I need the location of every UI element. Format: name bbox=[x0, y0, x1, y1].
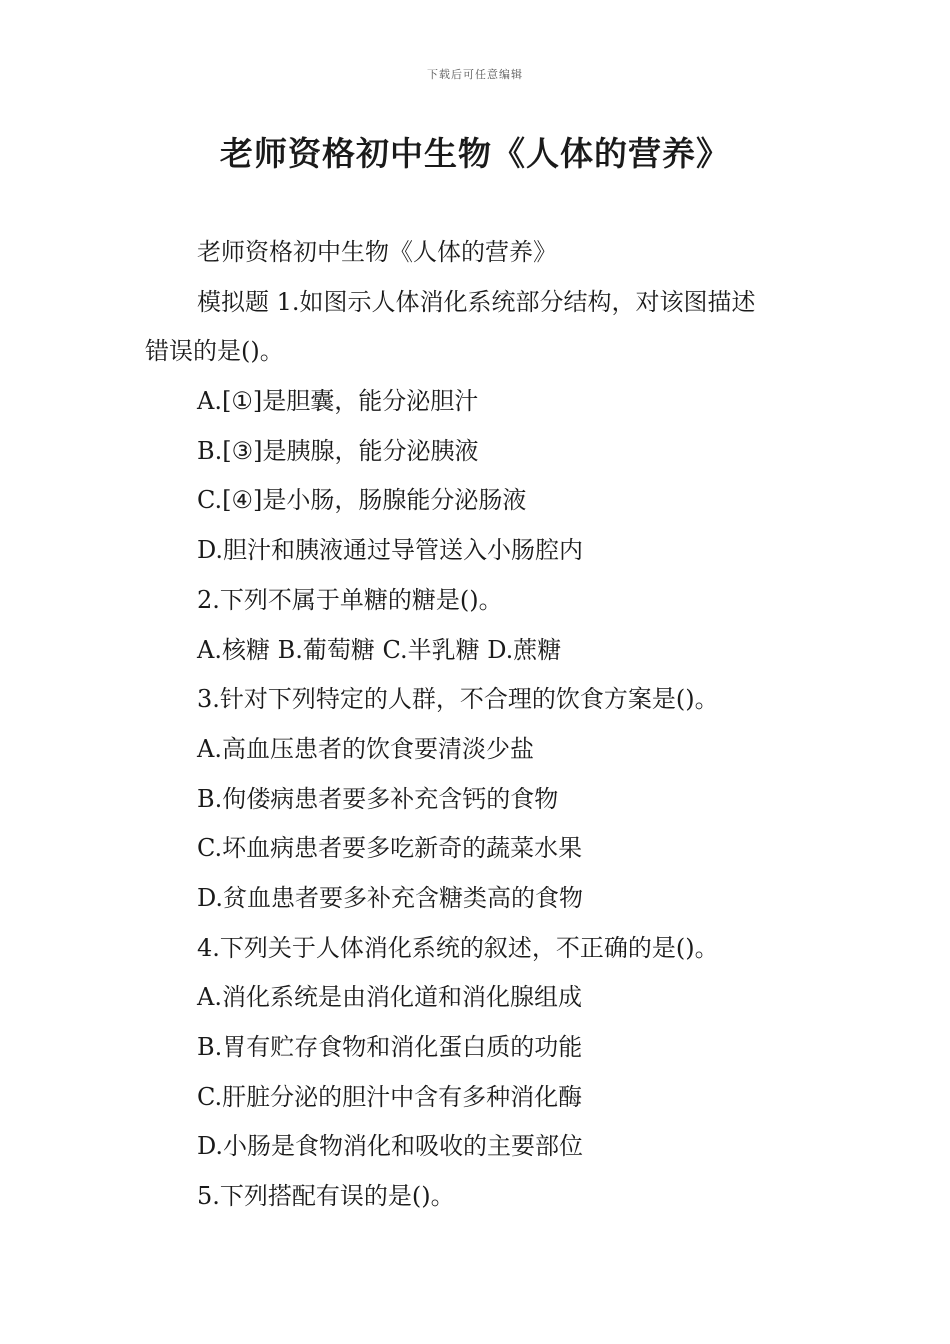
question-4-option-b: B.胃有贮存食物和消化蛋白质的功能 bbox=[197, 1033, 583, 1061]
question-4-option-c: C.肝脏分泌的胆汁中含有多种消化酶 bbox=[197, 1082, 583, 1111]
question-1-option-b: B.[③]是胰腺，能分泌胰液 bbox=[197, 436, 479, 465]
question-4-option-d: D.小肠是食物消化和吸收的主要部位 bbox=[197, 1132, 584, 1161]
question-3-option-b: B.佝偻病患者要多补充含钙的食物 bbox=[197, 784, 559, 813]
question-3-option-a: A.高血压患者的饮食要清淡少盐 bbox=[197, 734, 534, 763]
question-4-stem: 4.下列关于人体消化系统的叙述，不正确的是()。 bbox=[197, 933, 719, 962]
question-3-stem: 3.针对下列特定的人群，不合理的饮食方案是()。 bbox=[197, 685, 719, 714]
document-title: 老师资格初中生物《人体的营养》 bbox=[220, 134, 730, 173]
question-1-stem: 模拟题 1.如图示人体消化系统部分结构，对该图描述 bbox=[197, 287, 756, 316]
question-4-option-a: A.消化系统是由消化道和消化腺组成 bbox=[197, 983, 582, 1012]
question-2-stem: 2.下列不属于单糖的糖是()。 bbox=[197, 585, 503, 614]
document-body bbox=[145, 228, 820, 1222]
body-line: 老师资格初中生物《人体的营养》 bbox=[197, 238, 557, 266]
header-note: 下载后可任意编辑 bbox=[427, 68, 523, 81]
question-1-stem-continued: 错误的是()。 bbox=[145, 337, 284, 366]
question-1-option-c: C.[④]是小肠，肠腺能分泌肠液 bbox=[197, 486, 527, 515]
question-1-option-d: D.胆汁和胰液通过导管送入小肠腔内 bbox=[197, 536, 584, 565]
question-5-stem: 5.下列搭配有误的是()。 bbox=[197, 1182, 455, 1211]
question-1-option-a: A.[①]是胆囊，能分泌胆汁 bbox=[197, 387, 479, 416]
question-3-option-c: C.坏血病患者要多吃新奇的蔬菜水果 bbox=[197, 834, 583, 863]
question-2-options: A.核糖 B.葡萄糖 C.半乳糖 D.蔗糖 bbox=[197, 635, 562, 664]
question-3-option-d: D.贫血患者要多补充含糖类高的食物 bbox=[197, 883, 584, 912]
